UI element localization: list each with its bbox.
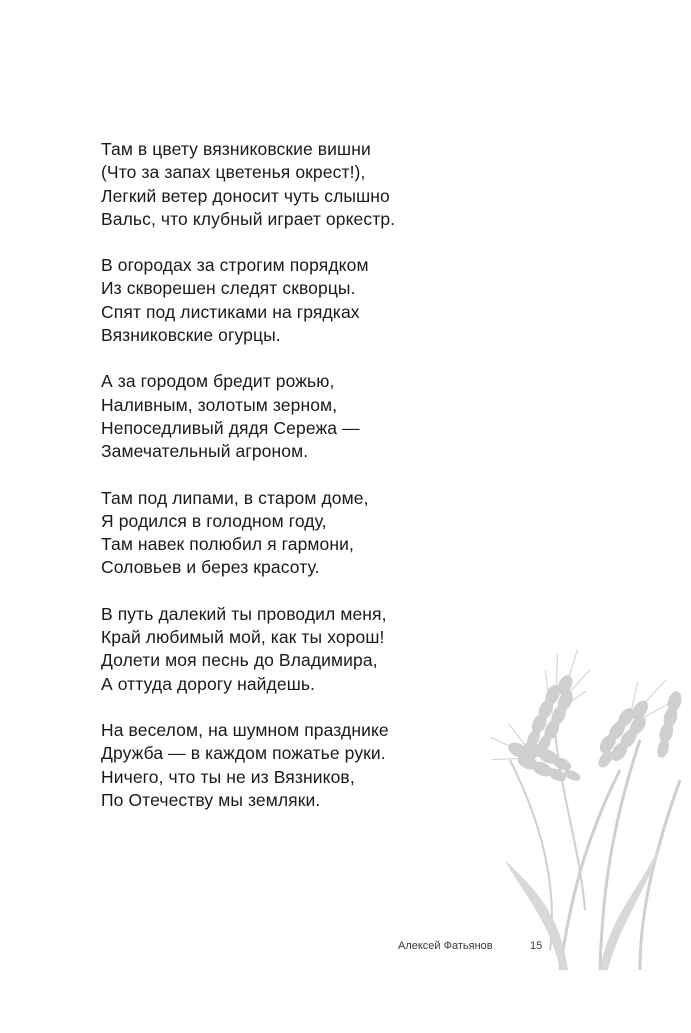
- page-footer: [0, 940, 691, 960]
- poem-line: Наливным, золотым зерном,: [101, 394, 338, 415]
- stanza-6: [101, 719, 541, 812]
- poem-line: Из скворешен следят скворцы.: [101, 278, 356, 299]
- poem: [101, 138, 541, 835]
- poem-line: Долети моя песнь до Владимира,: [101, 650, 378, 671]
- stanza-5: [101, 603, 541, 696]
- poem-line: По Отечеству мы земляки.: [101, 789, 321, 810]
- author-name: Алексей Фатьянов: [398, 940, 493, 952]
- poem-line: Вязниковские огурцы.: [101, 325, 281, 346]
- poem-line: (Что за запах цветенья окрест!),: [101, 162, 366, 183]
- poem-line: А за городом бредит рожью,: [101, 371, 335, 392]
- wheat-ears-icon: [490, 650, 691, 970]
- poem-line: Непоседливый дядя Сережа —: [101, 417, 360, 438]
- poem-line: Там в цвету вязниковские вишни: [101, 139, 371, 159]
- poem-line: Край любимый мой, как ты хорош!: [101, 627, 385, 648]
- poem-line: Я родился в голодном году,: [101, 510, 327, 531]
- poem-line: На веселом, на шумном празднике: [101, 719, 389, 740]
- poem-line: Спят под листиками на грядках: [101, 301, 360, 322]
- stanza-1: [101, 138, 541, 231]
- poem-line: Там под липами, в старом доме,: [101, 487, 369, 508]
- poem-line: Ничего, что ты не из Вязников,: [101, 766, 355, 787]
- poem-line: В путь далекий ты проводил меня,: [101, 603, 387, 624]
- poem-line: Легкий ветер доносит чуть слышно: [101, 185, 390, 206]
- poem-line: Дружба — в каждом пожатье руки.: [101, 743, 386, 764]
- poem-line: Соловьев и берез красоту.: [101, 557, 320, 578]
- poem-line: Вальс, что клубный играет оркестр.: [101, 208, 396, 229]
- poem-line: А оттуда дорогу найдешь.: [101, 673, 316, 694]
- stanza-3: [101, 370, 541, 463]
- stanza-2: [101, 254, 541, 347]
- poem-line: В огородах за строгим порядком: [101, 255, 369, 276]
- stanza-4: [101, 487, 541, 580]
- poem-line: Там навек полюбил я гармони,: [101, 534, 354, 555]
- page-number: 15: [530, 940, 543, 952]
- poem-line: Замечательный агроном.: [101, 441, 309, 462]
